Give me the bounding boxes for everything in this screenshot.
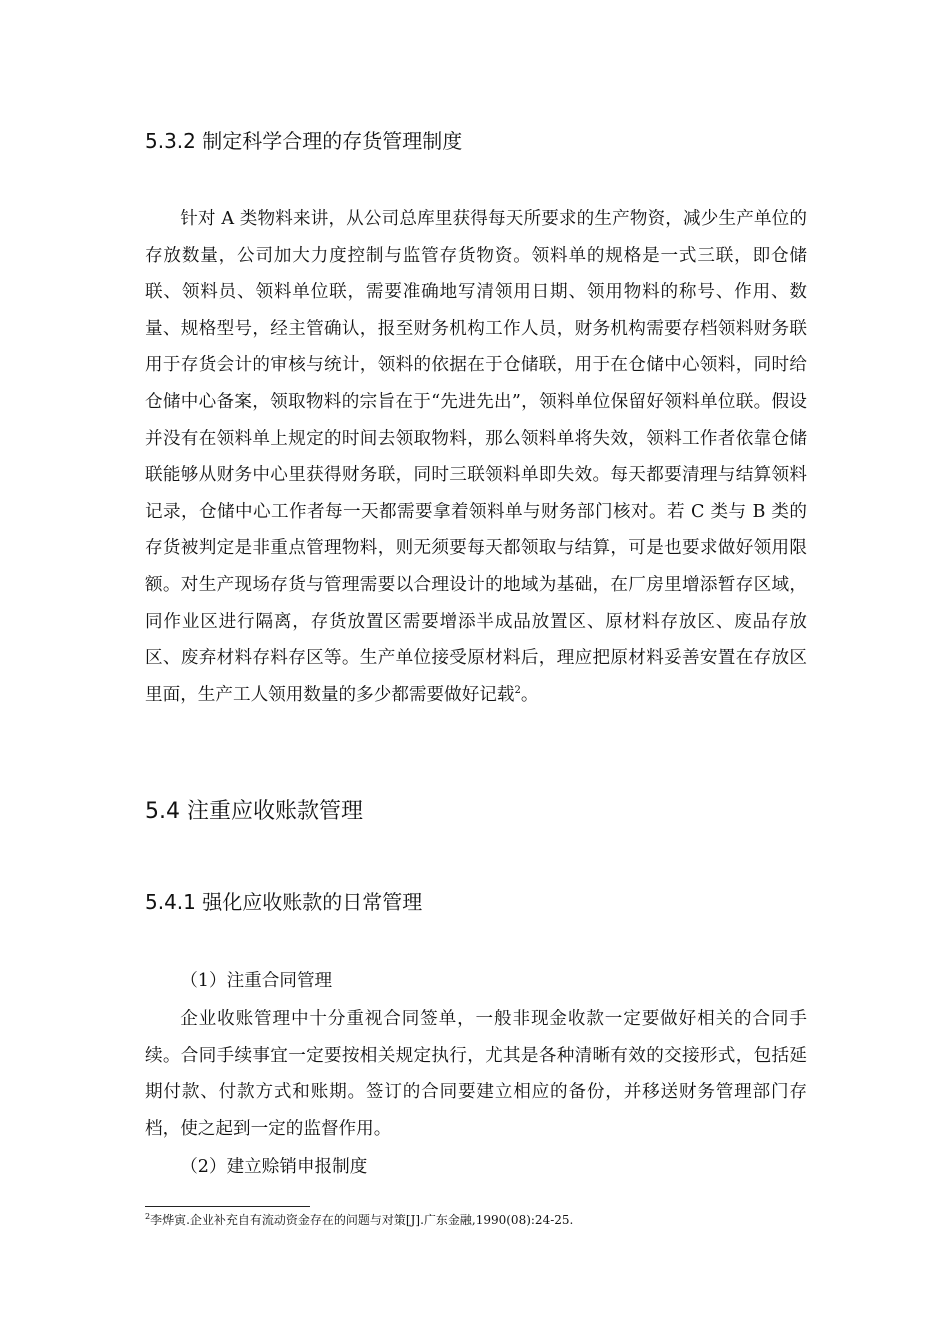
heading-5-4-1: 5.4.1 强化应收账款的日常管理 <box>145 890 423 914</box>
heading-5-4: 5.4 注重应收账款管理 <box>145 799 363 824</box>
footnote-reference[interactable]: 2 <box>514 684 521 696</box>
footnote-marker: 2 <box>145 1212 151 1221</box>
paragraph-inventory-end: 。 <box>520 684 539 705</box>
footnote <box>145 1212 573 1228</box>
paragraph-inventory-text: 针对 A 类物料来讲，从公司总库里获得每天所要求的生产物资，减少生产单位的存放数量，公司加大力度控制与监管存货物资。领料单的规格是一式三联，即仓储联、领料员、领料单位联，需要准确地写清领用日期、领用物料的称号、作用、数量、规格型号，经主管确认，报至财务机构工作人员，财务机构需要存档领料财务联用于存货会计的审核与统计，领料的依据在于仓储联，用于在仓储中心领料，同时给仓储中心备案，领取物料的宗旨在于“先进先出”，领料单位保留好领料单位联。假设并没有在领料单上规定的时间去领取物料，那么领料单将失效，领料工作者依靠仓储联能够从财务中心里获得财务联，同时三联领料单即失效。每天都要清理与结算领料记录，仓储中心工作者每一天都需要拿着领料单与财务部门核对。若 C 类与 B 类的存货被判定是非重点管理物料，则无须要每天都领取与结算，可是也要求做好领用限额。对生产现场存货与管理需要以合理设计的地域为基础，在厂房里增添暂存区域，同作业区进行隔离，存货放置区需要增添半成品放置区、原材料存放区、废品存放区、废弃材料存料存区等。生产单位接受原材料后，理应把原材料妥善安置在存放区里面，生产工人领用数量的多少都需要做好记载 <box>145 209 807 705</box>
list-item-credit-sales-reporting: （2）建立赊销申报制度 <box>180 1157 368 1177</box>
paragraph-inventory-management <box>145 201 807 713</box>
footnote-text: 李烨寅.企业补充自有流动资金存在的问题与对策[J].广东金融,1990(08):24-25. <box>150 1213 574 1227</box>
heading-5-3-2: 5.3.2 制定科学合理的存货管理制度 <box>145 129 463 153</box>
footnote-divider <box>145 1206 310 1207</box>
paragraph-contract-management: 企业收账管理中十分重视合同签单，一般非现金收款一定要做好相关的合同手续。合同手续事宜一定要按相关规定执行，尤其是各种清晰有效的交接形式，包括延期付款、付款方式和账期。签订的合同要建立相应的备份，并移送财务管理部门存档，使之起到一定的监督作用。 <box>145 1009 807 1139</box>
list-item-contract-management: （1）注重合同管理 <box>180 971 333 991</box>
